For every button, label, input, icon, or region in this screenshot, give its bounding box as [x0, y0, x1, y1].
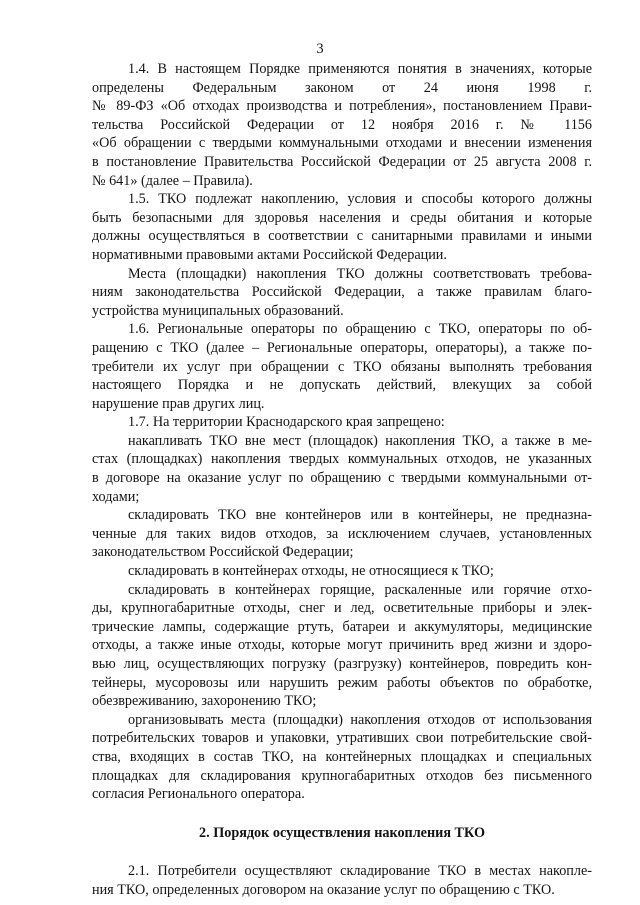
text-line: устройства муниципальных образований. [92, 302, 344, 319]
text-line: трические лампы, содержащие ртуть, батареи и аккумуляторы, медицинские [92, 618, 592, 635]
text-line: согласия Регионального оператора. [92, 786, 305, 803]
body-paragraph [92, 413, 592, 432]
text-line: организовывать места (площадки) накопления отходов от использования [128, 711, 592, 728]
text-line: складировать в контейнерах отходы, не относящиеся к ТКО; [128, 563, 494, 580]
body-paragraph [92, 711, 592, 804]
body-paragraph [92, 506, 592, 562]
text-line: нормативными правовыми актами Российской Федерации. [92, 246, 447, 263]
page-number: 3 [316, 41, 324, 57]
text-line: Места (площадки) накопления ТКО должны соответствовать требова- [128, 265, 592, 282]
text-line: ды, крупногабаритные отходы, снег и лед, осветительные приборы и элек- [92, 600, 592, 617]
text-line: тейнеры, мусоровозы или нарушить режим работы объектов по обработке, [92, 674, 592, 691]
text-line: 1.4. В настоящем Порядке применяются понятия в значениях, которые [128, 61, 592, 77]
text-line: ния ТКО, определенных договором на оказание услуг по обращению с ТКО. [92, 881, 555, 898]
text-line: ченные для таких видов отходов, за исключением случаев, установленных [92, 525, 592, 542]
text-line: вью лиц, осуществляющих погрузку (разгрузку) контейнеров, повредить кон- [92, 656, 592, 672]
text-line: «Об обращении с твердыми коммунальными отходами и внесении изменения [92, 135, 592, 152]
text-line: нарушение прав других лиц. [92, 395, 265, 412]
text-line: № 641» (далее – Правила). [92, 172, 253, 189]
text-line: отходы, а также иные отходы, которые могут причинить вред жизни и здоро- [92, 637, 592, 654]
text-line: ходами; [92, 488, 140, 505]
section-heading: 2. Порядок осуществления накопления ТКО [199, 824, 485, 841]
text-line: тельства Российской Федерации от 12 ноября 2016 г. № 1156 [92, 116, 592, 133]
text-line: № 89-ФЗ «Об отходах производства и потребления», постановлением Прави- [92, 98, 592, 115]
body-paragraph [92, 60, 592, 190]
text-line: накапливать ТКО вне мест (площадок) накопления ТКО, а также в ме- [128, 432, 592, 449]
text-line: 1.6. Региональные операторы по обращению с ТКО, операторы по об- [128, 321, 592, 338]
text-line: ства, входящих в состав ТКО, на контейнерных площадках и специальных [92, 748, 592, 765]
body-paragraph [92, 562, 592, 581]
body-paragraph [92, 265, 592, 321]
text-line: требители их услуг при обращении с ТКО обязаны выполнять требования [92, 358, 592, 375]
text-line: в договоре на оказание услуг по обращению с твердыми коммунальными от- [92, 470, 592, 487]
text-line: 2.1. Потребители осуществляют складирование ТКО в местах накопле- [128, 863, 592, 880]
text-line: площадках для складирования крупногабаритных отходов без письменного [92, 767, 592, 784]
text-line: стах (площадках) накопления твердых коммунальных отходов, не указанных [92, 451, 592, 468]
section-paragraph [92, 862, 592, 899]
text-line: настоящего Порядка и не допускать действий, влекущих за собой [92, 377, 592, 394]
text-line: складировать в контейнерах горящие, раскаленные или горячие отхо- [128, 581, 592, 598]
body-paragraph [92, 581, 592, 711]
text-line: в постановление Правительства Российской Федерации от 25 августа 2008 г. [92, 153, 592, 170]
body-paragraph [92, 432, 592, 506]
text-line: обезвреживанию, захоронению ТКО; [92, 693, 317, 710]
text-line: 1.7. На территории Краснодарского края запрещено: [128, 414, 445, 431]
body-paragraph [92, 320, 592, 413]
text-line: ращению с ТКО (далее – Региональные операторы, операторы), а также по- [92, 339, 592, 356]
body-paragraph [92, 190, 592, 264]
text-line: быть безопасными для здоровья населения и среды обитания и которые [92, 209, 592, 226]
text-line: складировать ТКО вне контейнеров или в контейнеры, не предназна- [128, 507, 592, 524]
text-line: ниям законодательства Российской Федерации, а также правилам благо- [92, 284, 592, 301]
document-body [92, 60, 592, 900]
text-line: должны осуществляться в соответствии с санитарными правилами и иными [92, 228, 592, 245]
text-line: законодательством Российской Федерации; [92, 544, 354, 561]
text-line: определены Федеральным законом от 24 июня 1998 г. [92, 79, 592, 96]
text-line: потребительских товаров и упаковки, утративших свои потребительские свой- [92, 730, 592, 747]
text-line: 1.5. ТКО подлежат накоплению, условия и способы которого должны [128, 191, 592, 208]
